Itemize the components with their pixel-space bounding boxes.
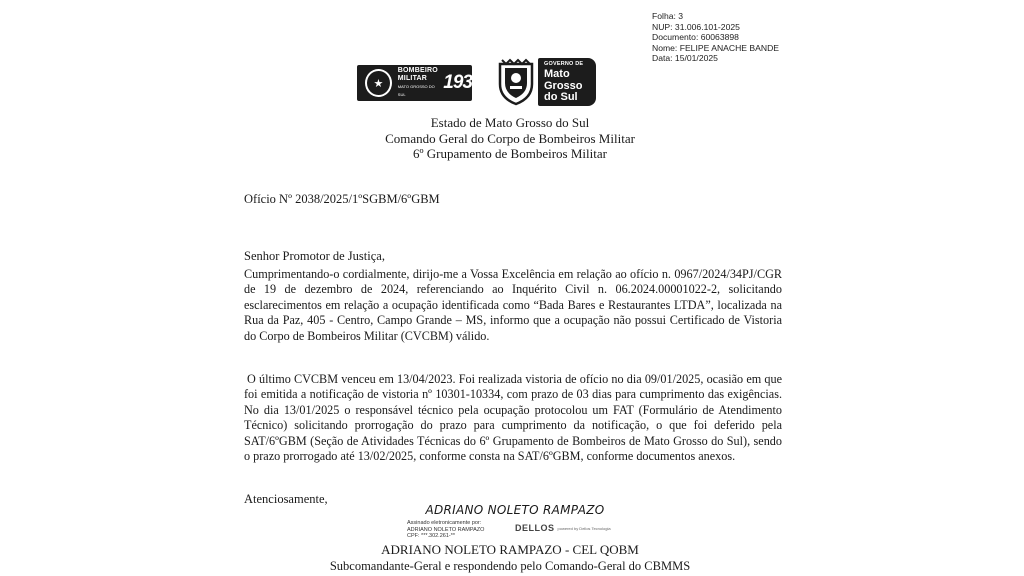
oficio-number: Ofício Nº 2038/2025/1ºSGBM/6ºGBM [244,192,440,206]
esign-line2: ADRIANO NOLETO RAMPAZO [407,526,485,533]
esign-line3: CPF: ***.302.261-** [407,533,455,539]
handwritten-signature: ADRIANO NOLETO RAMPAZO [425,503,605,517]
logo-ms-name-2: Grosso [544,79,583,92]
logo-bm-line2: MILITAR [397,75,428,82]
logo-ms-name-1: Mato [544,68,570,80]
signer-role: Subcomandante-Geral e respondendo pelo Comando-Geral do CBMMS [329,559,691,573]
document-header [300,115,720,162]
logo-bm-line3: MATO GROSSO DO SUL [397,84,435,97]
closing: Atenciosamente, [244,492,328,506]
esign-line1: Assinado eletronicamente por: [407,520,482,526]
logo-bm-number: 193 [443,72,472,93]
signer-name: ADRIANO NOLETO RAMPAZO - CEL QOBM [381,542,639,557]
stamp-data: Data: 15/01/2025 [652,53,718,64]
stamp-nup: NUP: 31.006.101-2025 [652,21,740,32]
state-coat-of-arms-icon [496,58,536,106]
header-command: Comando Geral do Corpo de Bombeiros Militar [385,130,635,146]
salutation: Senhor Promotor de Justiça, [244,249,385,263]
governo-ms-logo [496,58,611,106]
bombeiro-militar-logo [357,65,472,101]
stamp-documento: Documento: 60063898 [652,32,739,43]
logo-ms-name-3: do Sul [544,91,578,103]
dellos-sub: powered by Dellos Tecnologia [557,525,611,531]
logo-bm-line1: BOMBEIRO [397,67,438,74]
protocol-stamp [652,11,794,64]
stamp-nome: Nome: FELIPE ANACHE BANDE [652,42,780,53]
paragraph-2: O último CVCBM venceu em 13/04/2023. Foi realizada vistoria de ofício no dia 09/01/2025, ocasião em que foi emitida a notificação de vistoria nº 10301-10334, com prazo de 03 dias para cumprimento das exigências. No dia 13/01/2025 o responsável técnico pela ocupação protocolou um FAT (Formulário de Atendimento Técnico) solicitando prorrogação do prazo para cumprimento da notificação, o que foi deferido pela SAT/6ºGBM (Seção de Atividades Técnicas do 6º Grupamento de Bombeiros de Mato Grosso do Sul), sendo o prazo prorrogado até 13/02/2025, conforme consta na SAT/6ºGBM, conforme documentos anexos. [244,372,782,464]
logo-ms-top: GOVERNO DE [544,61,584,67]
dellos-mark: DELLOS [515,523,555,533]
stamp-folha: Folha: 3 [652,11,684,21]
header-group: 6º Grupamento de Bombeiros Militar [413,146,607,161]
header-state: Estado de Mato Grosso do Sul [430,115,590,130]
paragraph-1: Cumprimentando-o cordialmente, dirijo-me a Vossa Excelência em relação ao ofício n. 0967/2024/34PJ/CGR de 19 de dezembro de 2024, referenciando ao Inquérito Civil n. 06.2024.00001022-2, solicitando esclarecimentos em relação a ocupação identificada como “Bada Bares e Restaurantes LTDA”, localizada na Rua da Paz, 405 - Centro, Campo Grande – MS, informo que a ocupação não possui Certificado de Vistoria do Corpo de Bombeiros Militar (CVCBM) válido. [244,267,782,343]
star-emblem-icon: ★ [365,69,392,97]
dellos-logo [515,523,611,533]
electronic-signature-block [407,520,484,540]
